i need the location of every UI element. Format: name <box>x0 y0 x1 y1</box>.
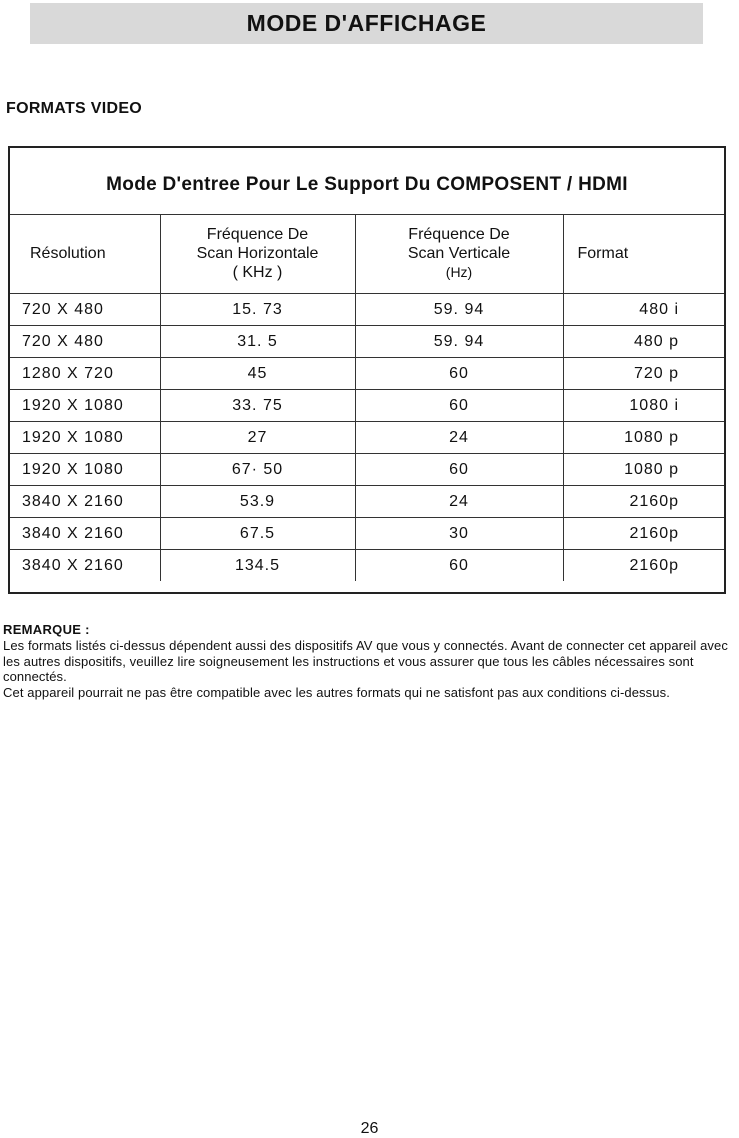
cell-resolution: 1920 X 1080 <box>10 390 160 422</box>
cell-format: 2160p <box>563 518 724 550</box>
header-h-unit: ( KHz ) <box>232 264 283 281</box>
cell-resolution: 3840 X 2160 <box>10 518 160 550</box>
cell-v-freq: 60 <box>355 390 563 422</box>
page-number: 26 <box>360 1120 379 1137</box>
cell-format: 720 p <box>563 358 724 390</box>
cell-format: 2160p <box>629 556 679 574</box>
cell-h-freq: 27 <box>160 422 355 454</box>
header-format <box>563 214 724 294</box>
header-h-line2: Scan Horizontale <box>196 245 319 262</box>
cell-v-freq: 60 <box>355 358 563 390</box>
cell-h-freq: 53.9 <box>160 486 355 518</box>
video-formats-table-box <box>8 146 726 594</box>
table-row <box>10 550 724 582</box>
cell-resolution: 3840 X 2160 <box>10 486 160 518</box>
cell-v-freq: 30 <box>355 518 563 550</box>
header-format-label: Format <box>577 245 629 262</box>
table-row <box>10 326 724 358</box>
header-vertical-frequency <box>355 214 563 294</box>
table-row <box>10 518 724 550</box>
cell-h-freq: 67· 50 <box>160 454 355 486</box>
cell-v-freq: 59. 94 <box>355 294 563 326</box>
video-formats-table <box>10 214 724 581</box>
header-horizontal-frequency <box>160 214 355 294</box>
table-caption <box>10 148 724 215</box>
remark-paragraph: Cet appareil pourrait ne pas être compatible avec les autres formats qui ne satisfont pas aux conditions ci-dessus. <box>3 684 670 700</box>
cell-v-freq: 24 <box>355 486 563 518</box>
cell-format: 2160p <box>563 486 724 518</box>
cell-format: 1080 p <box>563 454 724 486</box>
table-row <box>10 390 724 422</box>
cell-h-freq: 33. 75 <box>160 390 355 422</box>
cell-v-freq: 59. 94 <box>355 326 563 358</box>
cell-resolution: 3840 X 2160 <box>10 550 160 582</box>
cell-resolution: 1920 X 1080 <box>10 454 160 486</box>
remark-label: REMARQUE : <box>3 622 90 637</box>
header-v-line1: Fréquence De <box>408 226 510 243</box>
table-row <box>10 486 724 518</box>
table-row <box>10 358 724 390</box>
cell-h-freq: 45 <box>160 358 355 390</box>
table-caption-text: Mode D'entree Pour Le Support Du COMPOSENT / HDMI <box>106 174 628 195</box>
header-resolution-label: Résolution <box>30 245 106 262</box>
header-h-line1: Fréquence De <box>206 226 309 243</box>
remark-paragraph: Les formats listés ci-dessus dépendent aussi des dispositifs AV que vous y connectés. Avant de connecter cet appareil avec les autres dispositifs, veuillez lire soigneusement les instructions et vous assurer que tous les câbles nécessaires sont connectés. <box>3 638 728 685</box>
cell-h-freq: 15. 73 <box>160 294 355 326</box>
table-row <box>10 422 724 454</box>
cell-format: 480 i <box>563 294 724 326</box>
cell-resolution: 720 X 480 <box>10 326 160 358</box>
page-title: MODE D'AFFICHAGE <box>246 10 487 36</box>
cell-resolution: 1920 X 1080 <box>10 422 160 454</box>
cell-resolution: 1280 X 720 <box>10 358 160 390</box>
header-v-line2: Scan Verticale <box>407 245 511 262</box>
header-v-unit: (Hz) <box>445 264 473 280</box>
cell-v-freq: 60 <box>355 550 563 582</box>
cell-v-freq: 60 <box>355 454 563 486</box>
page-title-bar <box>30 3 703 44</box>
header-resolution <box>10 214 160 294</box>
cell-format: 1080 i <box>563 390 724 422</box>
table-row <box>10 294 724 326</box>
cell-h-freq: 134.5 <box>160 550 355 582</box>
cell-format: 1080 p <box>563 422 724 454</box>
table-row <box>10 454 724 486</box>
remark-text <box>3 638 739 700</box>
cell-resolution: 720 X 480 <box>10 294 160 326</box>
cell-format: 480 p <box>563 326 724 358</box>
table-header-row <box>10 214 724 294</box>
section-heading: FORMATS VIDEO <box>6 100 143 117</box>
cell-h-freq: 31. 5 <box>160 326 355 358</box>
cell-v-freq: 24 <box>355 422 563 454</box>
cell-h-freq: 67.5 <box>160 518 355 550</box>
